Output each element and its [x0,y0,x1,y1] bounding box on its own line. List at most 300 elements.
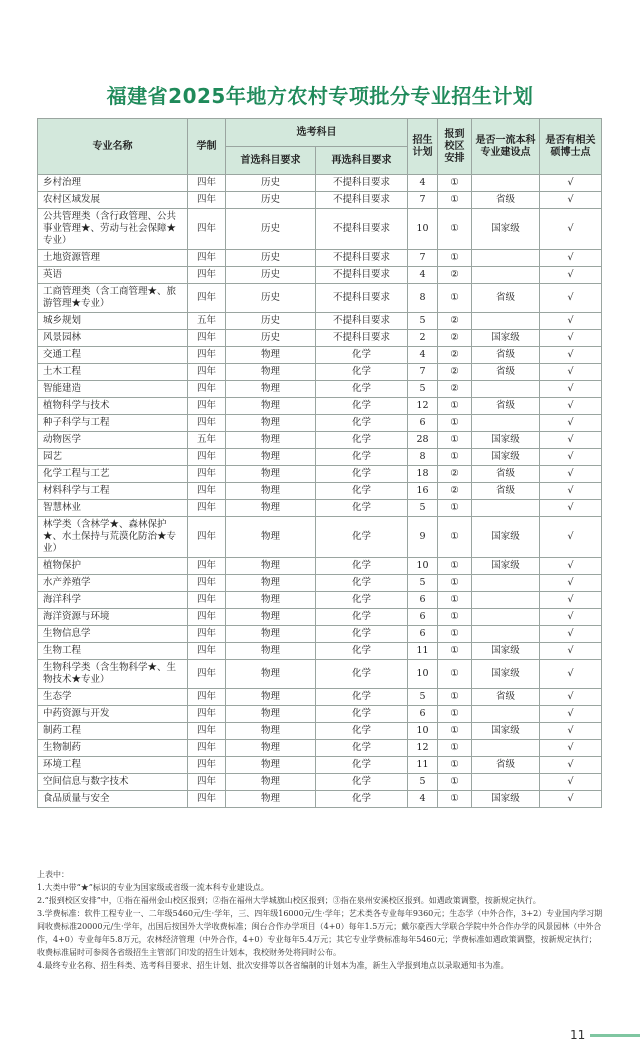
cell-second: 化学 [316,449,408,466]
cell-duration: 五年 [188,432,226,449]
cell-major: 园艺 [38,449,188,466]
cell-first: 历史 [226,313,316,330]
cell-master: √ [540,723,602,740]
cell-campus: ① [438,415,472,432]
cell-firstclass: 国家级 [472,517,540,558]
cell-major: 化学工程与工艺 [38,466,188,483]
cell-master: √ [540,449,602,466]
table-row [38,284,602,313]
cell-firstclass: 国家级 [472,723,540,740]
cell-master: √ [540,398,602,415]
cell-major: 植物保护 [38,558,188,575]
page-number: 11 [570,1028,586,1042]
cell-firstclass [472,250,540,267]
cell-master: √ [540,517,602,558]
cell-quota: 12 [408,398,438,415]
cell-quota: 8 [408,449,438,466]
cell-second: 化学 [316,381,408,398]
cell-second: 化学 [316,609,408,626]
cell-firstclass: 国家级 [472,558,540,575]
cell-duration: 四年 [188,347,226,364]
cell-duration: 四年 [188,466,226,483]
cell-first: 物理 [226,466,316,483]
cell-quota: 10 [408,558,438,575]
cell-major: 土木工程 [38,364,188,381]
cell-campus: ② [438,330,472,347]
cell-firstclass: 省级 [472,364,540,381]
cell-firstclass [472,609,540,626]
cell-quota: 11 [408,643,438,660]
cell-master: √ [540,364,602,381]
cell-major: 智能建造 [38,381,188,398]
table-row [38,330,602,347]
cell-campus: ① [438,517,472,558]
cell-master: √ [540,175,602,192]
cell-duration: 四年 [188,626,226,643]
cell-campus: ① [438,175,472,192]
cell-duration: 四年 [188,660,226,689]
cell-first: 物理 [226,415,316,432]
cell-campus: ① [438,706,472,723]
cell-firstclass [472,626,540,643]
cell-duration: 四年 [188,250,226,267]
cell-major: 材料科学与工程 [38,483,188,500]
cell-first: 历史 [226,250,316,267]
cell-master: √ [540,347,602,364]
cell-master: √ [540,284,602,313]
cell-duration: 四年 [188,192,226,209]
header-major: 专业名称 [38,119,188,175]
cell-major: 英语 [38,267,188,284]
cell-firstclass: 国家级 [472,432,540,449]
cell-master: √ [540,689,602,706]
cell-firstclass: 省级 [472,757,540,774]
cell-master: √ [540,558,602,575]
cell-firstclass: 省级 [472,284,540,313]
header-quota: 招生计划 [408,119,438,175]
table-row [38,689,602,706]
cell-master: √ [540,740,602,757]
cell-campus: ① [438,660,472,689]
cell-campus: ① [438,643,472,660]
cell-campus: ② [438,347,472,364]
cell-major: 智慧林业 [38,500,188,517]
cell-first: 历史 [226,267,316,284]
enrollment-plan-table [37,118,602,808]
cell-campus: ① [438,592,472,609]
cell-campus: ① [438,284,472,313]
cell-duration: 四年 [188,575,226,592]
cell-master: √ [540,757,602,774]
cell-quota: 18 [408,466,438,483]
cell-first: 物理 [226,626,316,643]
table-row [38,660,602,689]
cell-campus: ① [438,398,472,415]
cell-quota: 5 [408,689,438,706]
cell-major: 制药工程 [38,723,188,740]
header-firstclass: 是否一流本科专业建设点 [472,119,540,175]
cell-campus: ① [438,689,472,706]
cell-firstclass: 省级 [472,483,540,500]
cell-second: 化学 [316,558,408,575]
cell-second: 化学 [316,706,408,723]
cell-quota: 7 [408,250,438,267]
cell-first: 物理 [226,500,316,517]
cell-quota: 5 [408,313,438,330]
cell-duration: 四年 [188,774,226,791]
cell-first: 物理 [226,347,316,364]
cell-second: 化学 [316,364,408,381]
table-row [38,609,602,626]
table-row [38,449,602,466]
cell-major: 城乡规划 [38,313,188,330]
cell-duration: 四年 [188,723,226,740]
cell-major: 动物医学 [38,432,188,449]
cell-campus: ① [438,740,472,757]
cell-quota: 9 [408,517,438,558]
cell-campus: ① [438,250,472,267]
cell-quota: 8 [408,284,438,313]
cell-first: 物理 [226,432,316,449]
cell-duration: 四年 [188,209,226,250]
cell-first: 历史 [226,175,316,192]
cell-master: √ [540,250,602,267]
cell-second: 不提科目要求 [316,250,408,267]
cell-firstclass: 国家级 [472,660,540,689]
cell-second: 不提科目要求 [316,175,408,192]
cell-master: √ [540,432,602,449]
cell-duration: 四年 [188,175,226,192]
cell-quota: 5 [408,381,438,398]
table-row [38,774,602,791]
cell-major: 环境工程 [38,757,188,774]
cell-quota: 12 [408,740,438,757]
cell-firstclass [472,267,540,284]
cell-quota: 7 [408,192,438,209]
cell-duration: 四年 [188,483,226,500]
cell-master: √ [540,706,602,723]
cell-firstclass: 省级 [472,347,540,364]
cell-duration: 四年 [188,415,226,432]
table-row [38,483,602,500]
cell-second: 不提科目要求 [316,267,408,284]
cell-firstclass: 省级 [472,398,540,415]
cell-master: √ [540,626,602,643]
cell-first: 物理 [226,609,316,626]
cell-major: 中药资源与开发 [38,706,188,723]
cell-major: 交通工程 [38,347,188,364]
cell-quota: 5 [408,500,438,517]
cell-firstclass: 省级 [472,466,540,483]
cell-campus: ① [438,609,472,626]
cell-duration: 四年 [188,267,226,284]
cell-master: √ [540,592,602,609]
table-row [38,740,602,757]
cell-second: 不提科目要求 [316,209,408,250]
cell-campus: ② [438,381,472,398]
cell-first: 物理 [226,774,316,791]
cell-second: 化学 [316,517,408,558]
header-duration: 学制 [188,119,226,175]
cell-duration: 四年 [188,740,226,757]
cell-second: 化学 [316,347,408,364]
cell-second: 化学 [316,592,408,609]
table-row [38,791,602,808]
cell-major: 海洋科学 [38,592,188,609]
cell-quota: 5 [408,774,438,791]
cell-duration: 四年 [188,706,226,723]
cell-quota: 4 [408,175,438,192]
cell-campus: ① [438,575,472,592]
cell-duration: 四年 [188,381,226,398]
table-row [38,558,602,575]
cell-campus: ① [438,192,472,209]
cell-first: 物理 [226,723,316,740]
cell-master: √ [540,575,602,592]
cell-campus: ② [438,466,472,483]
cell-major: 生物制药 [38,740,188,757]
cell-master: √ [540,500,602,517]
cell-duration: 四年 [188,284,226,313]
cell-quota: 4 [408,791,438,808]
cell-campus: ① [438,791,472,808]
cell-duration: 四年 [188,609,226,626]
cell-firstclass: 国家级 [472,643,540,660]
cell-first: 物理 [226,558,316,575]
cell-firstclass: 省级 [472,689,540,706]
cell-quota: 4 [408,347,438,364]
cell-major: 生物工程 [38,643,188,660]
footnote-line: 2.“报到校区安排”中，①指在福州金山校区报到；②指在福州大学城旗山校区报到；③指在泉州安溪校区报到。如遇政策调整，按新规定执行。 [37,896,541,905]
cell-first: 物理 [226,398,316,415]
table-row [38,398,602,415]
header-master: 是否有相关硕博士点 [540,119,602,175]
header-second-subject: 再选科目要求 [316,147,408,175]
cell-master: √ [540,660,602,689]
table-row [38,626,602,643]
cell-major: 空间信息与数字技术 [38,774,188,791]
cell-campus: ① [438,774,472,791]
cell-second: 化学 [316,689,408,706]
cell-firstclass [472,415,540,432]
cell-duration: 四年 [188,558,226,575]
table-row [38,432,602,449]
cell-duration: 四年 [188,791,226,808]
cell-quota: 28 [408,432,438,449]
header-campus: 报到校区安排 [438,119,472,175]
cell-second: 化学 [316,757,408,774]
cell-master: √ [540,313,602,330]
cell-major: 工商管理类（含工商管理★、旅游管理★专业） [38,284,188,313]
cell-first: 物理 [226,689,316,706]
cell-firstclass [472,500,540,517]
cell-duration: 五年 [188,313,226,330]
cell-duration: 四年 [188,330,226,347]
cell-major: 乡村治理 [38,175,188,192]
cell-firstclass [472,381,540,398]
cell-campus: ① [438,209,472,250]
cell-master: √ [540,774,602,791]
table-row [38,723,602,740]
cell-master: √ [540,466,602,483]
table-row [38,364,602,381]
cell-quota: 10 [408,209,438,250]
cell-second: 化学 [316,774,408,791]
cell-duration: 四年 [188,500,226,517]
table-row [38,175,602,192]
cell-campus: ① [438,449,472,466]
cell-first: 物理 [226,757,316,774]
cell-second: 不提科目要求 [316,330,408,347]
cell-second: 化学 [316,483,408,500]
cell-second: 化学 [316,723,408,740]
cell-second: 化学 [316,432,408,449]
cell-campus: ② [438,483,472,500]
table-row [38,267,602,284]
table-row [38,757,602,774]
cell-quota: 6 [408,626,438,643]
table-row [38,415,602,432]
cell-campus: ② [438,364,472,381]
cell-first: 历史 [226,284,316,313]
cell-master: √ [540,609,602,626]
footnote-line: 1.大类中带“★”标识的专业为国家级或省级一流本科专业建设点。 [37,883,269,892]
table-row [38,592,602,609]
cell-campus: ① [438,757,472,774]
cell-duration: 四年 [188,689,226,706]
footnote-line: 3.学费标准：软件工程专业一、二年级5460元/生·学年，三、四年级16000元/生·学年；艺术类各专业每年9360元；生态学（中外合作，3+2）专业国内学习期间收费标准20000元/生·学年，出国后按国外大学收费标准；闽台合作办学项目（4+0）每年1.5万元；戴尔豪西大学联合学院中外合作办学的风景园林（中外合作，4+0）专业每年5.8万元，农林经济管理（中外合作，4+0）专业每年5.4万元；其它专业学费标准每年5460元；学费标准如遇政策调整，按新规定执行；收费标准届时可参阅各省级招生主管部门印发的招生计划本，我校财务处将同时公布。 [37,909,603,957]
cell-quota: 2 [408,330,438,347]
cell-quota: 10 [408,723,438,740]
cell-firstclass [472,592,540,609]
cell-firstclass [472,740,540,757]
cell-duration: 四年 [188,592,226,609]
cell-firstclass: 国家级 [472,791,540,808]
cell-second: 化学 [316,466,408,483]
cell-major: 植物科学与技术 [38,398,188,415]
cell-master: √ [540,330,602,347]
cell-second: 化学 [316,626,408,643]
cell-master: √ [540,381,602,398]
cell-major: 风景园林 [38,330,188,347]
footnotes [37,868,603,972]
cell-quota: 5 [408,575,438,592]
cell-second: 化学 [316,660,408,689]
cell-first: 物理 [226,575,316,592]
cell-master: √ [540,415,602,432]
cell-firstclass [472,706,540,723]
cell-first: 物理 [226,660,316,689]
cell-master: √ [540,643,602,660]
cell-major: 农村区域发展 [38,192,188,209]
cell-major: 林学类（含林学★、森林保护★、水土保持与荒漠化防治★专业） [38,517,188,558]
cell-duration: 四年 [188,398,226,415]
cell-major: 生态学 [38,689,188,706]
table-row [38,192,602,209]
cell-second: 不提科目要求 [316,313,408,330]
header-first-subject: 首选科目要求 [226,147,316,175]
footer-accent-bar [590,1034,640,1037]
cell-firstclass: 国家级 [472,449,540,466]
page-title: 福建省2025年地方农村专项批分专业招生计划 [106,84,534,108]
cell-quota: 4 [408,267,438,284]
cell-firstclass [472,175,540,192]
cell-second: 化学 [316,500,408,517]
cell-quota: 16 [408,483,438,500]
cell-first: 物理 [226,740,316,757]
cell-campus: ② [438,267,472,284]
cell-quota: 7 [408,364,438,381]
cell-first: 物理 [226,643,316,660]
table-row [38,517,602,558]
cell-master: √ [540,209,602,250]
cell-duration: 四年 [188,757,226,774]
cell-first: 历史 [226,330,316,347]
table-row [38,500,602,517]
cell-campus: ① [438,432,472,449]
cell-major: 海洋资源与环境 [38,609,188,626]
cell-firstclass [472,774,540,791]
cell-first: 物理 [226,483,316,500]
cell-first: 物理 [226,592,316,609]
cell-second: 化学 [316,643,408,660]
cell-second: 化学 [316,575,408,592]
cell-first: 物理 [226,449,316,466]
table-row [38,706,602,723]
cell-firstclass [472,575,540,592]
cell-firstclass: 国家级 [472,330,540,347]
cell-second: 不提科目要求 [316,192,408,209]
cell-quota: 6 [408,706,438,723]
cell-campus: ① [438,500,472,517]
cell-firstclass [472,313,540,330]
header-subjects: 选考科目 [226,119,408,147]
table-body [38,175,602,808]
cell-firstclass: 省级 [472,192,540,209]
cell-second: 化学 [316,791,408,808]
cell-second: 化学 [316,398,408,415]
cell-major: 水产养殖学 [38,575,188,592]
cell-quota: 6 [408,592,438,609]
cell-duration: 四年 [188,364,226,381]
cell-campus: ① [438,558,472,575]
cell-campus: ① [438,626,472,643]
cell-major: 种子科学与工程 [38,415,188,432]
cell-quota: 11 [408,757,438,774]
cell-campus: ① [438,723,472,740]
table-row [38,643,602,660]
cell-major: 土地资源管理 [38,250,188,267]
page-footer [560,1028,640,1042]
cell-duration: 四年 [188,517,226,558]
footnote-line: 4.最终专业名称、招生科类、选考科目要求、招生计划、批次安排等以各省编制的计划本为准，新生入学报到地点以录取通知书为准。 [37,961,509,970]
cell-second: 不提科目要求 [316,284,408,313]
table-row [38,575,602,592]
cell-major: 食品质量与安全 [38,791,188,808]
cell-first: 物理 [226,381,316,398]
table-row [38,209,602,250]
cell-campus: ② [438,313,472,330]
cell-second: 化学 [316,740,408,757]
cell-master: √ [540,791,602,808]
table-row [38,381,602,398]
footnote-line: 上表中： [37,870,69,879]
cell-major: 生物科学类（含生物科学★、生物技术★专业） [38,660,188,689]
cell-master: √ [540,267,602,284]
cell-first: 物理 [226,791,316,808]
cell-second: 化学 [316,415,408,432]
cell-quota: 10 [408,660,438,689]
